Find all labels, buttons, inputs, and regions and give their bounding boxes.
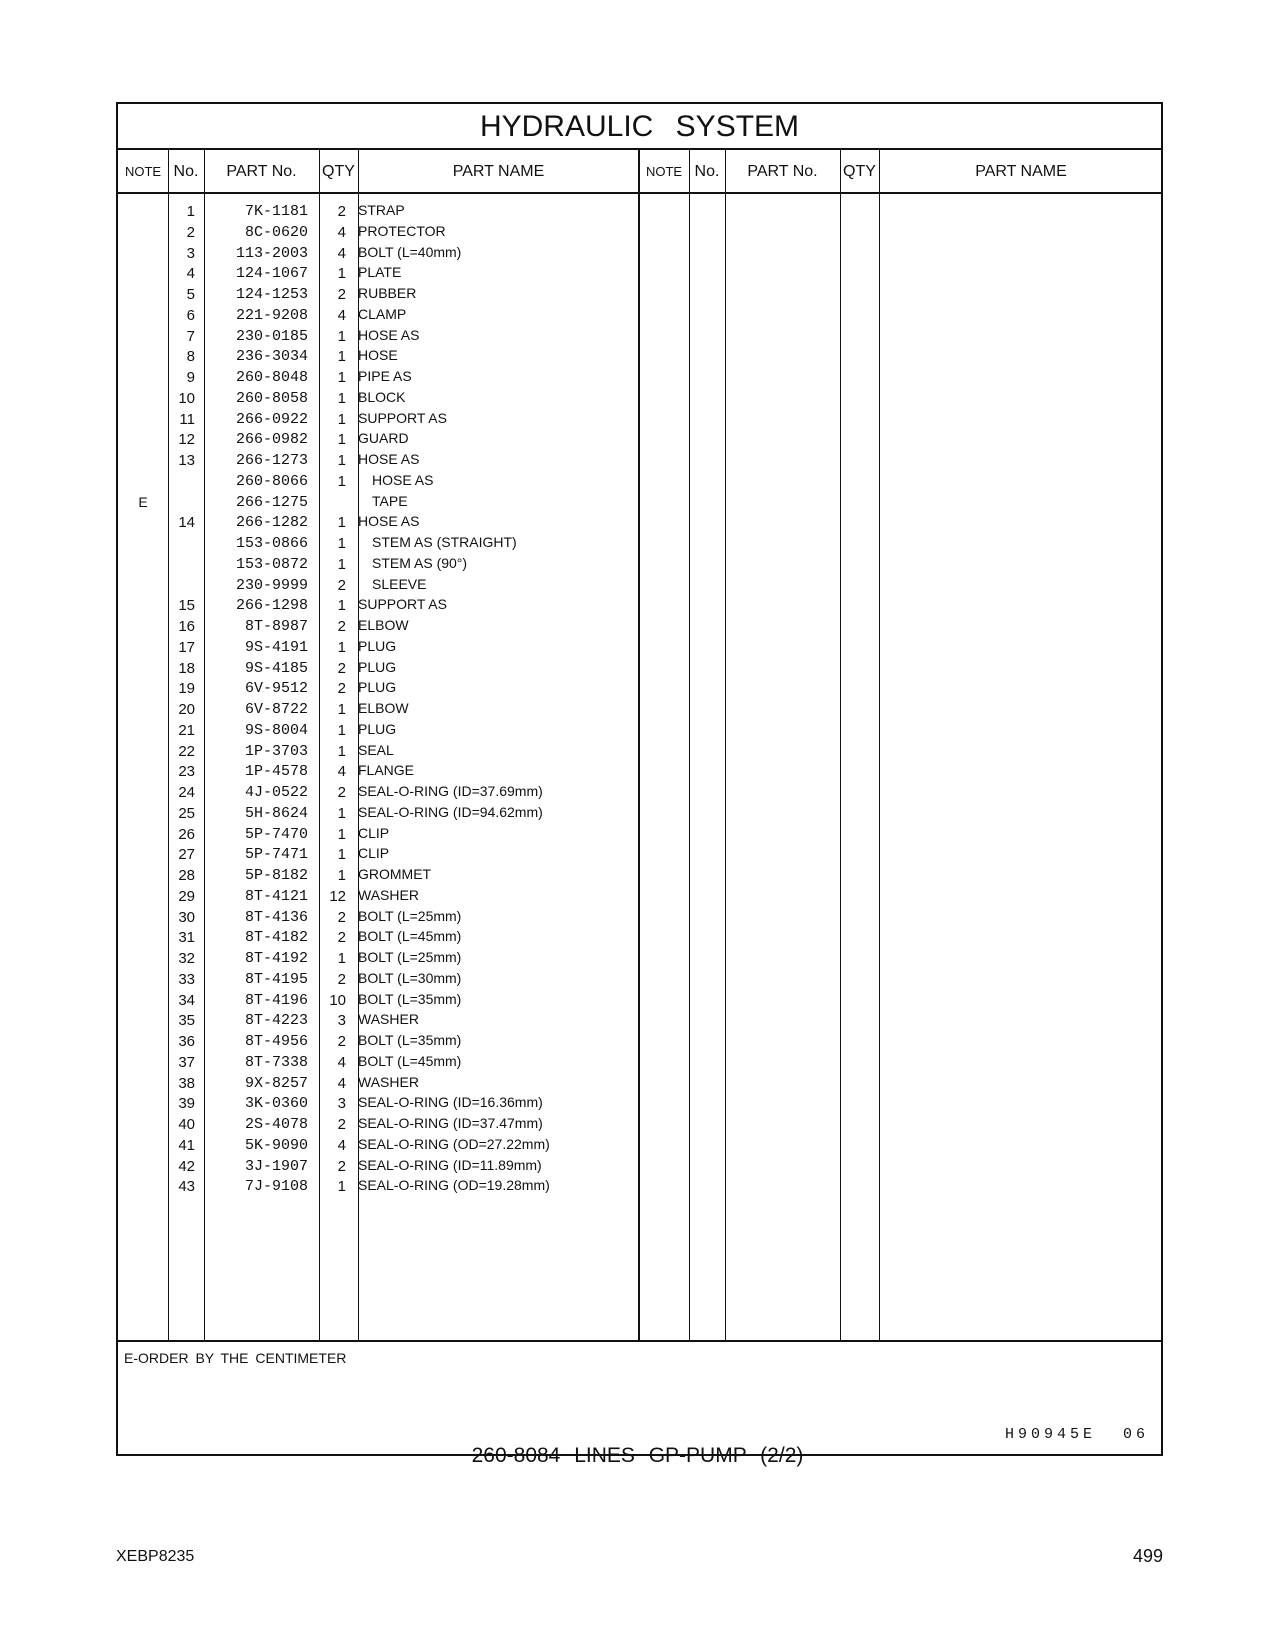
row-number: 26 (178, 825, 195, 843)
table-row (118, 782, 638, 803)
row-quantity: 1 (337, 265, 346, 283)
row-part-number: 153-0866 (235, 535, 308, 552)
header-qty-right: QTY (840, 150, 879, 194)
row-number: 8 (186, 348, 195, 366)
table-row (118, 1093, 638, 1114)
row-number: 13 (178, 452, 195, 469)
drawing-number: H90945E 06 (1004, 1426, 1149, 1443)
row-part-name: STRAP (358, 202, 405, 218)
row-part-number: 9S-4191 (244, 638, 308, 656)
row-quantity: 4 (337, 1053, 346, 1071)
row-quantity: 1 (337, 555, 346, 573)
divider (118, 1340, 1161, 1342)
row-number: 28 (178, 867, 195, 884)
document-code: XEBP8235 (116, 1548, 195, 1565)
parts-table-frame (116, 102, 1163, 1456)
row-part-name: PLUG (358, 679, 397, 696)
row-part-name: PROTECTOR (358, 222, 446, 239)
table-row (118, 865, 638, 886)
order-note: E-ORDER BY THE CENTIMETER (124, 1350, 347, 1366)
row-number: 7 (186, 327, 195, 345)
row-part-number: 5K-9090 (244, 1136, 308, 1154)
row-part-number: 221-9208 (235, 306, 308, 324)
row-quantity: 1 (337, 742, 346, 760)
row-part-name: PLUG (358, 658, 397, 675)
table-row (118, 1176, 638, 1197)
row-part-number: 266-0922 (235, 410, 308, 428)
row-quantity: 4 (337, 1136, 346, 1154)
row-part-number: 6V-9512 (244, 680, 308, 698)
row-quantity: 2 (337, 1033, 346, 1050)
row-part-number: 9S-4185 (244, 659, 308, 677)
row-part-number: 8T-8987 (244, 618, 308, 635)
row-quantity: 1 (337, 452, 346, 469)
column-divider (689, 150, 690, 1340)
table-row (118, 222, 638, 243)
row-quantity: 2 (337, 1157, 346, 1175)
row-number: 14 (178, 514, 195, 532)
row-number: 43 (178, 1178, 195, 1196)
row-quantity: 2 (337, 784, 346, 801)
row-part-number: 8T-4192 (244, 950, 308, 967)
row-number: 24 (178, 784, 195, 801)
row-quantity: 4 (337, 306, 346, 324)
row-part-name: ELBOW (358, 617, 409, 633)
table-row (118, 990, 638, 1011)
row-part-name: BOLT (L=25mm) (358, 907, 462, 924)
row-quantity: 3 (337, 1012, 346, 1030)
row-number: 40 (178, 1116, 195, 1133)
table-row (118, 471, 638, 492)
row-quantity: 1 (337, 597, 346, 615)
row-number: 3 (186, 244, 195, 262)
header-part-no-right: PART No. (725, 150, 840, 194)
row-part-number: 8T-4182 (244, 929, 308, 947)
table-row (118, 326, 638, 347)
row-number: 9 (186, 369, 195, 386)
row-quantity: 2 (337, 576, 346, 594)
row-part-number: 8T-4136 (244, 908, 308, 926)
row-quantity: 1 (337, 389, 346, 407)
row-part-name: SEAL-O-RING (ID=94.62mm) (358, 803, 543, 820)
row-part-name: SEAL-O-RING (ID=16.36mm) (358, 1094, 543, 1111)
row-part-name: SUPPORT AS (358, 596, 447, 613)
row-part-number: 113-2003 (235, 244, 308, 262)
row-part-name: BOLT (L=45mm) (358, 1052, 462, 1069)
row-number: 18 (178, 659, 195, 677)
row-part-name: CLAMP (358, 305, 407, 322)
row-part-name: PLATE (358, 264, 402, 281)
row-part-name: PLUG (358, 637, 397, 654)
row-part-number: 230-9999 (235, 576, 308, 594)
row-part-number: 153-0872 (235, 555, 308, 573)
table-row (118, 948, 638, 969)
row-number: 11 (179, 410, 195, 428)
row-part-number: 1P-4578 (244, 763, 308, 781)
row-part-number: 124-1067 (235, 265, 308, 283)
row-part-name: FLANGE (358, 762, 415, 779)
row-quantity: 2 (337, 659, 346, 677)
table-row (118, 699, 638, 720)
row-quantity: 1 (337, 1178, 346, 1196)
row-quantity: 2 (337, 970, 346, 988)
table-row (118, 720, 638, 741)
row-part-number: 260-8058 (235, 389, 308, 407)
row-part-number: 7K-1181 (244, 203, 308, 220)
row-number: 36 (178, 1033, 195, 1050)
table-row (118, 824, 638, 845)
column-divider (840, 150, 841, 1340)
row-part-number: 5P-7470 (244, 825, 308, 843)
row-part-number: 260-8048 (235, 369, 308, 386)
row-part-number: 5H-8624 (244, 804, 308, 822)
table-row (118, 1156, 638, 1177)
row-number: 34 (178, 991, 195, 1009)
table-row (118, 367, 638, 388)
row-number: 19 (178, 680, 195, 698)
row-part-name: BOLT (L=35mm) (358, 990, 462, 1007)
row-number: 23 (178, 763, 195, 781)
row-number: 37 (178, 1053, 195, 1071)
row-part-name: SUPPORT AS (358, 409, 447, 426)
table-row (118, 844, 638, 865)
row-number: 27 (178, 846, 195, 864)
header-no-right: No. (689, 150, 725, 194)
row-part-name: BOLT (L=40mm) (358, 243, 462, 260)
row-number: 41 (178, 1136, 195, 1154)
row-part-name: SEAL-O-RING (OD=19.28mm) (358, 1177, 550, 1194)
column-divider (725, 150, 726, 1340)
row-quantity: 1 (337, 431, 346, 449)
table-row (118, 803, 638, 824)
row-part-number: 230-0185 (235, 327, 308, 345)
row-part-name: SEAL-O-RING (OD=27.22mm) (358, 1135, 550, 1152)
row-part-number: 236-3034 (235, 348, 308, 366)
row-quantity: 2 (337, 203, 346, 220)
row-quantity: 2 (337, 929, 346, 947)
row-number: 4 (186, 265, 195, 283)
row-part-number: 8T-4196 (244, 991, 308, 1009)
row-number: 10 (178, 389, 195, 407)
row-number: 22 (178, 742, 195, 760)
table-row (118, 575, 638, 596)
table-row (118, 263, 638, 284)
row-part-number: 1P-3703 (244, 742, 308, 760)
row-part-name: HOSE AS (358, 513, 420, 530)
row-quantity: 4 (337, 244, 346, 262)
row-number: 15 (178, 597, 195, 615)
row-number: 1 (186, 203, 195, 220)
row-quantity: 2 (337, 908, 346, 926)
row-part-number: 7J-9108 (244, 1178, 308, 1196)
row-part-number: 3K-0360 (244, 1095, 308, 1113)
row-part-name: HOSE AS (358, 326, 420, 343)
row-part-name: SLEEVE (372, 575, 427, 592)
table-row (118, 492, 638, 513)
row-part-name: HOSE AS (372, 471, 434, 488)
row-part-number: 124-1253 (235, 286, 308, 303)
row-quantity: 1 (337, 514, 346, 532)
row-part-name: BLOCK (358, 388, 406, 405)
row-part-number: 3J-1907 (244, 1157, 308, 1175)
row-quantity: 4 (337, 1074, 346, 1092)
row-number: 29 (178, 887, 195, 905)
row-quantity: 1 (337, 825, 346, 843)
header-qty: QTY (319, 150, 358, 194)
row-part-name: TAPE (372, 492, 408, 509)
table-row (118, 554, 638, 575)
row-quantity: 1 (337, 472, 346, 490)
row-part-name: GROMMET (358, 866, 432, 882)
table-row (118, 1073, 638, 1094)
row-part-number: 6V-8722 (244, 701, 308, 718)
row-part-name: SEAL-O-RING (ID=37.69mm) (358, 783, 543, 799)
row-number: 6 (186, 306, 195, 324)
row-quantity: 2 (337, 680, 346, 698)
column-divider (638, 150, 640, 1340)
row-part-number: 260-8066 (235, 472, 308, 490)
row-quantity: 12 (329, 887, 346, 905)
table-row (118, 1135, 638, 1156)
row-part-number: 5P-7471 (244, 846, 308, 864)
row-quantity: 4 (337, 223, 346, 241)
row-quantity: 2 (337, 1116, 346, 1133)
row-quantity: 3 (337, 1095, 346, 1113)
row-quantity: 1 (337, 701, 346, 718)
row-part-number: 8C-0620 (244, 223, 308, 241)
table-row (118, 409, 638, 430)
row-quantity: 2 (337, 286, 346, 303)
row-part-name: GUARD (358, 430, 409, 447)
row-part-name: SEAL (358, 741, 394, 758)
row-number: 20 (178, 701, 195, 718)
table-row (118, 969, 638, 990)
row-quantity: 1 (337, 410, 346, 428)
row-part-name: BOLT (L=25mm) (358, 949, 462, 965)
row-part-name: BOLT (L=45mm) (358, 928, 462, 945)
row-part-number: 266-1275 (235, 493, 308, 511)
row-part-name: BOLT (L=35mm) (358, 1032, 462, 1048)
table-row (118, 637, 638, 658)
row-part-number: 9S-8004 (244, 721, 308, 739)
header-note-right: NOTE (639, 150, 689, 194)
row-part-number: 8T-4223 (244, 1012, 308, 1030)
row-part-name: WASHER (358, 1073, 419, 1090)
row-quantity: 1 (337, 950, 346, 967)
table-row (118, 1031, 638, 1052)
table-row (118, 284, 638, 305)
row-part-number: 266-1282 (235, 514, 308, 532)
row-number: 25 (178, 804, 195, 822)
table-row (118, 678, 638, 699)
table-row (118, 741, 638, 762)
row-part-number: 266-1273 (235, 452, 308, 469)
row-part-name: SEAL-O-RING (ID=11.89mm) (358, 1156, 542, 1173)
table-row (118, 388, 638, 409)
header-part-name-right: PART NAME (879, 150, 1163, 194)
row-quantity: 10 (329, 991, 346, 1009)
row-part-number: 5P-8182 (244, 867, 308, 884)
row-part-number: 8T-7338 (244, 1053, 308, 1071)
row-part-number: 266-1298 (235, 597, 308, 615)
row-note: E (138, 493, 148, 510)
row-quantity: 4 (337, 763, 346, 781)
table-row (118, 243, 638, 264)
row-part-number: 8T-4121 (244, 887, 308, 905)
row-part-name: STEM AS (90°) (372, 554, 468, 571)
row-part-name: BOLT (L=30mm) (358, 969, 462, 986)
row-part-name: CLIP (358, 845, 390, 862)
table-row (118, 886, 638, 907)
row-part-name: CLIP (358, 824, 390, 841)
figure-caption: 260-8084 LINES GP-PUMP (2/2) (471, 1444, 804, 1467)
table-row (118, 305, 638, 326)
table-row (118, 1010, 638, 1031)
row-number: 38 (178, 1074, 195, 1092)
row-part-number: 266-0982 (235, 431, 308, 449)
row-number: 17 (178, 638, 195, 656)
row-number: 16 (178, 618, 195, 635)
row-part-name: WASHER (358, 886, 419, 903)
table-row (118, 201, 638, 222)
row-part-name: SEAL-O-RING (ID=37.47mm) (358, 1115, 543, 1131)
row-part-name: RUBBER (358, 285, 417, 301)
header-part-name: PART NAME (358, 150, 639, 194)
row-number: 12 (178, 431, 195, 449)
row-quantity: 1 (337, 348, 346, 366)
row-part-number: 4J-0522 (244, 784, 308, 801)
row-number: 35 (178, 1012, 195, 1030)
section-title: HYDRAULIC SYSTEM (118, 104, 1161, 150)
row-quantity: 1 (337, 804, 346, 822)
table-row (118, 346, 638, 367)
header-note: NOTE (118, 150, 168, 194)
row-quantity: 1 (337, 369, 346, 386)
row-number: 30 (178, 908, 195, 926)
row-part-name: PLUG (358, 720, 397, 737)
row-part-name: PIPE AS (358, 368, 412, 384)
row-quantity: 1 (337, 846, 346, 864)
page-number: 499 (1132, 1546, 1163, 1566)
row-quantity: 1 (337, 721, 346, 739)
row-number: 2 (186, 223, 195, 241)
row-number: 39 (178, 1095, 195, 1113)
row-number: 42 (178, 1157, 195, 1175)
table-row (118, 429, 638, 450)
row-part-name: HOSE (358, 347, 398, 364)
row-number: 31 (178, 929, 195, 947)
row-part-name: WASHER (358, 1011, 419, 1028)
row-number: 21 (178, 721, 195, 739)
table-row (118, 616, 638, 637)
header-no: No. (168, 150, 204, 194)
row-quantity: 1 (337, 535, 346, 552)
row-quantity: 2 (337, 618, 346, 635)
row-number: 5 (186, 286, 195, 303)
table-row (118, 512, 638, 533)
row-part-number: 9X-8257 (244, 1074, 308, 1092)
row-part-number: 8T-4195 (244, 970, 308, 988)
table-row (118, 450, 638, 471)
row-part-name: STEM AS (STRAIGHT) (372, 534, 517, 550)
row-quantity: 1 (337, 327, 346, 345)
row-part-number: 2S-4078 (244, 1116, 308, 1133)
header-part-no: PART No. (204, 150, 319, 194)
table-row (118, 761, 638, 782)
row-part-name: ELBOW (358, 700, 409, 716)
table-row (118, 1114, 638, 1135)
table-row (118, 595, 638, 616)
table-row (118, 1052, 638, 1073)
row-quantity: 1 (337, 867, 346, 884)
table-row (118, 658, 638, 679)
row-part-name: HOSE AS (358, 451, 420, 467)
row-number: 33 (178, 970, 195, 988)
row-number: 32 (178, 950, 195, 967)
column-divider (879, 150, 880, 1340)
table-row (118, 927, 638, 948)
row-part-number: 8T-4956 (244, 1033, 308, 1050)
row-quantity: 1 (337, 638, 346, 656)
table-row (118, 533, 638, 554)
table-row (118, 907, 638, 928)
